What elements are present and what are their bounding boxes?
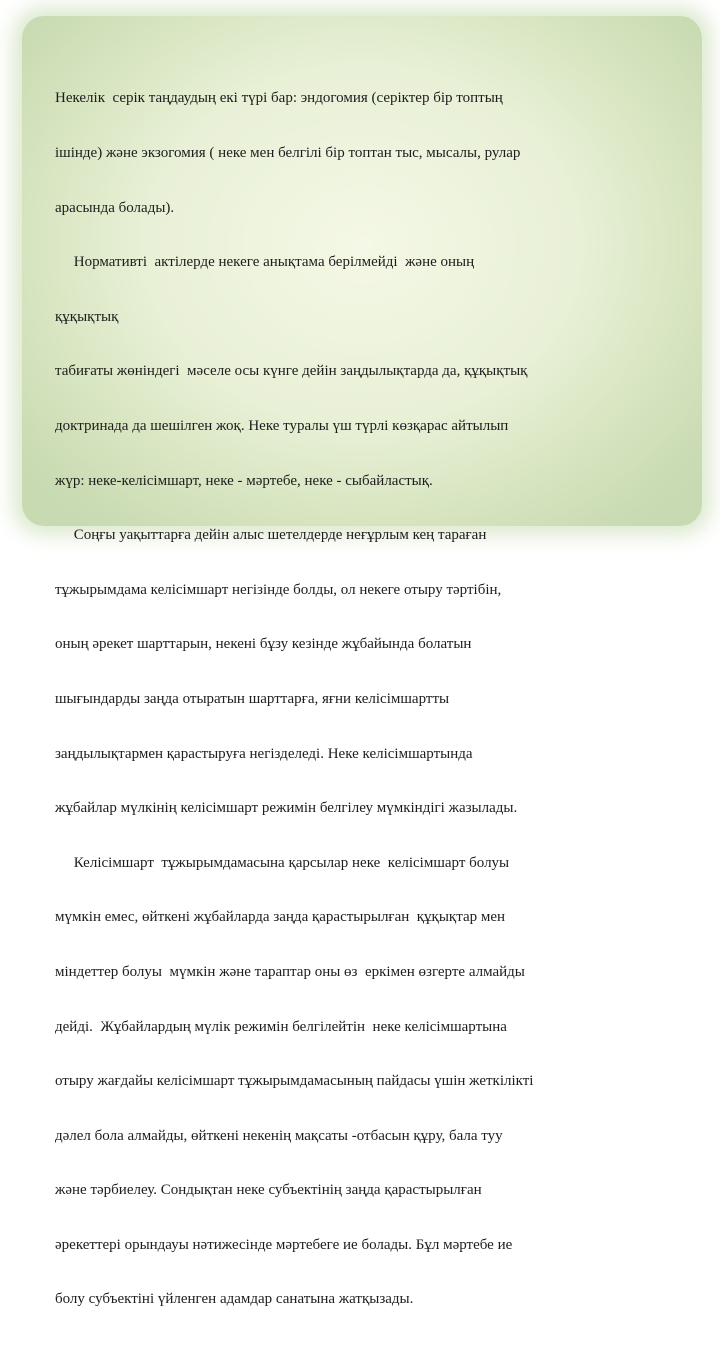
text-line: мүмкін емес, өйткені жұбайларда заңда қарастырылған құқықтар мен (55, 909, 506, 926)
text-line: табиғаты жөніндегі мәселе осы күнге дейін заңдылықтарда да, құқықтық (55, 363, 528, 380)
text-line: және тәрбиелеу. Сондықтан неке субъектінің заңда қарастырылған (55, 1182, 482, 1199)
text-line: жүр: неке-келісімшарт, неке - мәртебе, неке - сыбайластық. (55, 472, 433, 489)
text-line: тұжырымдама келісімшарт негізінде болды, ол некеге отыру тәртібін, (55, 581, 502, 598)
text-line: болу субъектіні үйленген адамдар санатына жатқызады. (55, 1291, 414, 1308)
text-line: дәлел бола алмайды, өйткені некенің мақсаты -отбасын құру, бала туу (55, 1127, 503, 1144)
text-line: дейді. Жұбайлардың мүлік режимін белгілейтін неке келісімшартына (55, 1018, 507, 1035)
text-line: арасында болады). (55, 199, 175, 216)
body-text (55, 53, 670, 1345)
text-line: құқықтық (55, 308, 119, 325)
text-line: доктринада да шешілген жоқ. Неке туралы үш түрлі көзқарас айтылып (55, 417, 509, 434)
text-line: заңдылықтармен қарастыруға негізделеді. Неке келісімшартында (55, 745, 473, 762)
text-line: Некелік серік таңдаудың екі түрі бар: эндогомия (серіктер бір топтың (55, 90, 503, 107)
text-line: міндеттер болуы мүмкін және тараптар оны өз еркімен өзгерте алмайды (55, 963, 525, 980)
text-line: Келісімшарт тұжырымдамасына қарсылар неке келісімшарт болуы (55, 854, 510, 871)
text-line: әрекеттері орындауы нәтижесінде мәртебеге ие болады. Бұл мәртебе ие (55, 1236, 513, 1253)
text-line: шығындарды заңда отыратын шарттарға, яғни келісімшартты (55, 690, 450, 707)
text-line: отыру жағдайы келісімшарт тұжырымдамасының пайдасы үшін жеткілікті (55, 1073, 534, 1090)
text-line: оның әрекет шарттарын, некені бұзу кезінде жұбайында болатын (55, 636, 472, 653)
text-line: жұбайлар мүлкінің келісімшарт режимін белгілеу мүмкіндігі жазылады. (55, 800, 518, 817)
text-line: ішінде) және экзогомия ( неке мен белгілі бір топтан тыс, мысалы, рулар (55, 145, 521, 161)
text-line: Соңғы уақыттарға дейін алыс шетелдерде неғұрлым кең тараған (55, 527, 487, 544)
text-line: Нормативті актілерде некеге анықтама берілмейді және оның (55, 254, 475, 271)
